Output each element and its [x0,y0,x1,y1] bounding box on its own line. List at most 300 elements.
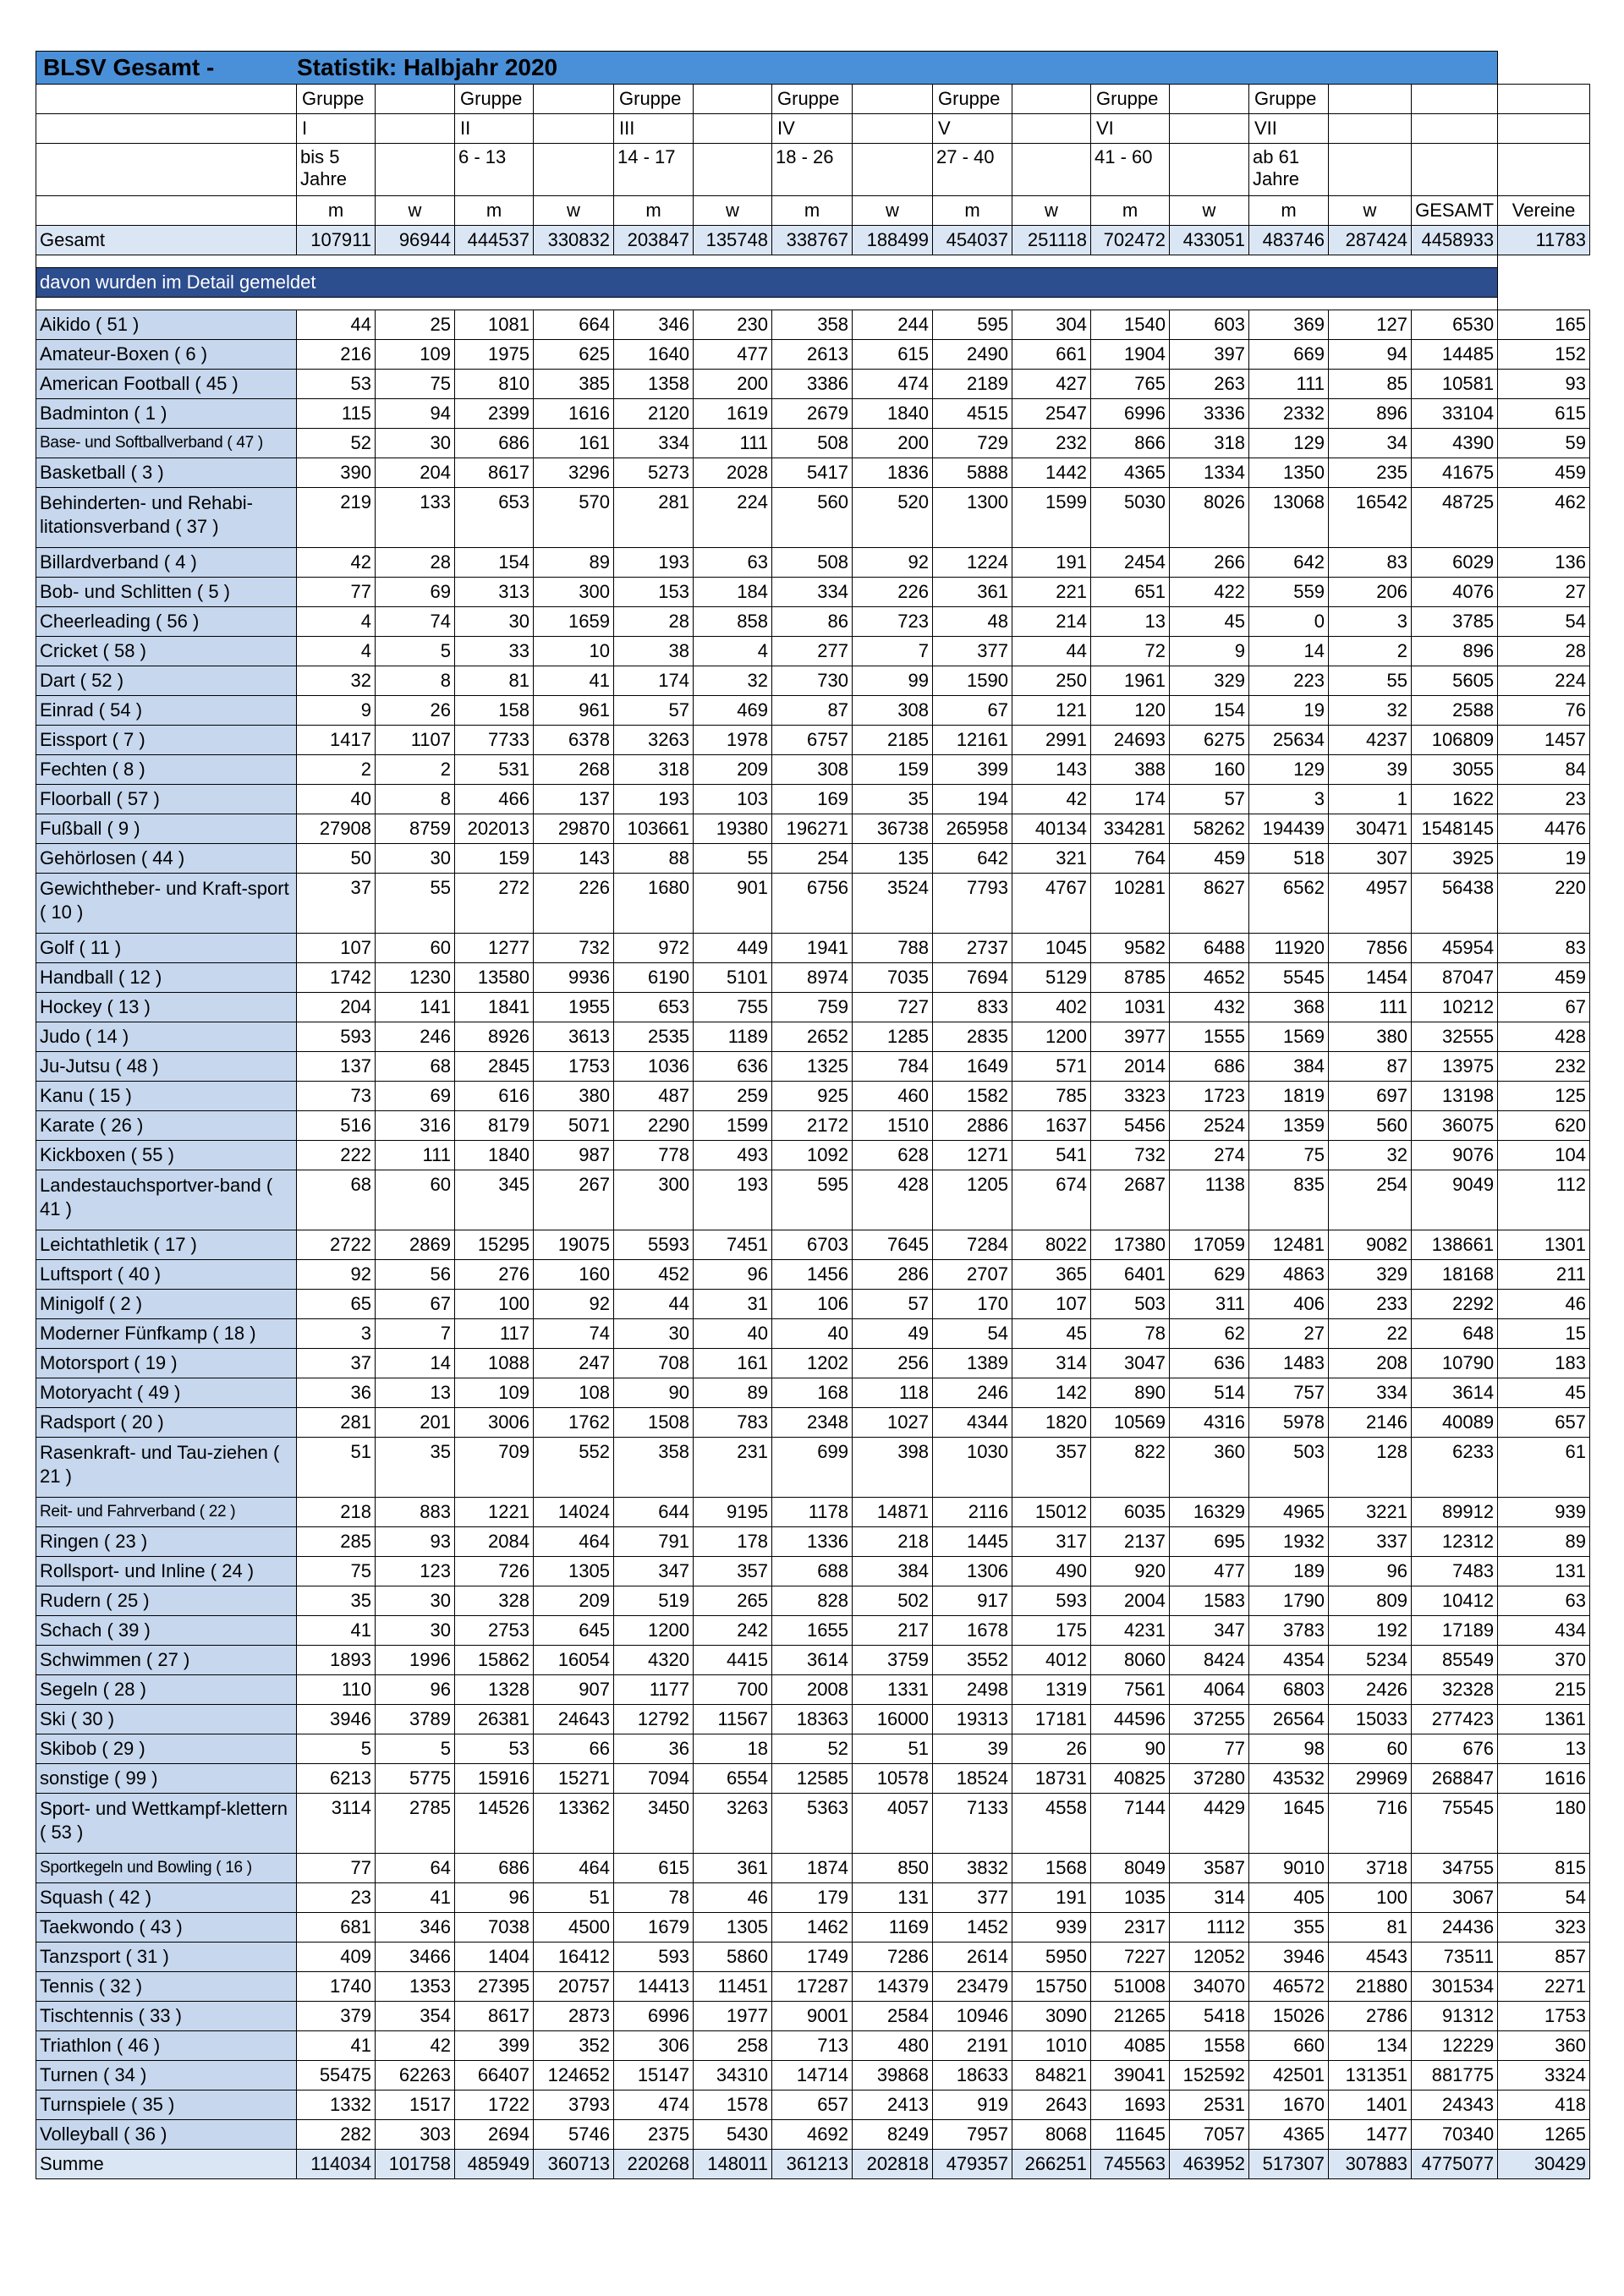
table-cell: 55 [694,844,772,874]
table-cell: 64 [376,1854,455,1883]
table-cell: 919 [933,2091,1012,2120]
header-sex: m [1249,196,1329,226]
table-cell: 184 [694,578,772,607]
table-cell: 6213 [297,1764,376,1794]
table-cell: 508 [772,548,853,578]
table-cell: 214 [1012,607,1091,637]
header-sex: w [534,196,614,226]
table-cell: 41675 [1412,458,1498,488]
header-blank [36,114,297,144]
table-cell: 7483 [1412,1557,1498,1586]
table-cell: 169 [772,785,853,814]
table-cell: 1508 [614,1408,694,1438]
table-cell: 244 [853,310,933,340]
table-cell: 3925 [1412,844,1498,874]
table-cell: 502 [853,1586,933,1616]
table-cell: 56438 [1412,874,1498,934]
table-cell: 96 [1329,1557,1412,1586]
table-cell: 2869 [376,1230,455,1260]
table-row [36,370,1590,399]
table-cell: 2 [376,755,455,785]
table-cell: 828 [772,1586,853,1616]
table-cell: 179 [772,1883,853,1913]
table-cell: 5030 [1091,488,1170,548]
table-cell: 452 [614,1260,694,1290]
table-cell: 193 [614,548,694,578]
table-cell: 1649 [933,1052,1012,1082]
table-cell: 68 [376,1052,455,1082]
table-cell: 215 [1498,1675,1590,1705]
table-cell: 3793 [534,2091,614,2120]
table-cell: 4 [694,637,772,666]
table-cell: 809 [1329,1586,1412,1616]
table-cell: 1224 [933,548,1012,578]
table-cell: 281 [297,1408,376,1438]
gesamt-value: 433051 [1170,226,1249,255]
table-cell: 14024 [534,1498,614,1527]
table-cell: 1336 [772,1527,853,1557]
table-cell: 35 [376,1438,455,1498]
table-cell: 1483 [1249,1349,1329,1378]
table-cell: 1332 [297,2091,376,2120]
table-cell: 4085 [1091,2031,1170,2061]
table-cell: 466 [455,785,534,814]
table-cell: 4965 [1249,1498,1329,1527]
table-cell: 1200 [1012,1022,1091,1052]
header-blank [36,144,297,196]
table-cell: 115 [297,399,376,429]
table-cell: 7694 [933,963,1012,993]
table-cell: 329 [1170,666,1249,696]
table-cell: 3613 [534,1022,614,1052]
table-row [36,2031,1590,2061]
table-cell: 13362 [534,1794,614,1854]
header-blank [36,196,297,226]
table-cell: 3783 [1249,1616,1329,1646]
table-cell: 46 [1498,1290,1590,1319]
table-cell: 14485 [1412,340,1498,370]
table-cell: 9936 [534,963,614,993]
table-cell: 35 [853,785,933,814]
table-cell: 11451 [694,1972,772,2002]
table-cell: 223 [1249,666,1329,696]
table-cell: 285 [297,1527,376,1557]
table-cell: 276 [455,1260,534,1290]
table-cell: 503 [1091,1290,1170,1319]
table-cell: 1680 [614,874,694,934]
table-cell: 93 [376,1527,455,1557]
table-cell: 709 [455,1438,534,1498]
table-cell: 137 [534,785,614,814]
table-cell: 1285 [853,1022,933,1052]
summe-value: 479357 [933,2150,1012,2179]
table-cell: 14 [1249,637,1329,666]
table-cell: 1081 [455,310,534,340]
sport-name: Billardverband ( 4 ) [36,548,297,578]
table-cell: 56 [376,1260,455,1290]
table-cell: 232 [1012,429,1091,458]
spacer [36,255,1498,268]
summe-value: 360713 [534,2150,614,2179]
table-cell: 939 [1498,1498,1590,1527]
table-cell: 346 [376,1913,455,1943]
table-cell: 34310 [694,2061,772,2091]
table-cell: 13 [1498,1734,1590,1764]
table-cell: 1045 [1012,934,1091,963]
table-cell: 7856 [1329,934,1412,963]
sport-name: Judo ( 14 ) [36,1022,297,1052]
table-cell: 272 [455,874,534,934]
table-cell: 1205 [933,1170,1012,1230]
table-cell: 189 [1249,1557,1329,1586]
table-cell: 41 [297,2031,376,2061]
sport-name: Gewichtheber- und Kraft-sport ( 10 ) [36,874,297,934]
table-cell: 1445 [933,1527,1012,1557]
table-row [36,1230,1590,1260]
table-cell: 277 [772,637,853,666]
header-blank [1012,114,1091,144]
table-row [36,785,1590,814]
table-cell: 34 [1329,429,1412,458]
table-cell: 1510 [853,1111,933,1141]
table-cell: 313 [455,578,534,607]
header-group-label: Gruppe [614,85,694,114]
table-cell: 193 [614,785,694,814]
header-age-range: 18 - 26 [772,144,853,196]
sport-name: sonstige ( 99 ) [36,1764,297,1794]
table-cell: 4231 [1091,1616,1170,1646]
table-cell: 183 [1498,1349,1590,1378]
table-cell: 361 [694,1854,772,1883]
header-blank [1012,85,1091,114]
sport-name: Kanu ( 15 ) [36,1082,297,1111]
table-cell: 7035 [853,963,933,993]
table-cell: 2116 [933,1498,1012,1527]
table-cell: 686 [1170,1052,1249,1082]
summe-row [36,2150,1590,2179]
header-blank [376,144,455,196]
table-cell: 3263 [614,726,694,755]
table-cell: 137 [297,1052,376,1082]
table-cell: 19075 [534,1230,614,1260]
table-cell: 357 [1012,1438,1091,1498]
table-cell: 7733 [455,726,534,755]
table-cell: 1740 [297,1972,376,2002]
table-cell: 258 [694,2031,772,2061]
table-cell: 7284 [933,1230,1012,1260]
table-cell: 1107 [376,726,455,755]
table-cell: 1169 [853,1913,933,1943]
table-cell: 1036 [614,1052,694,1082]
table-cell: 2707 [933,1260,1012,1290]
table-cell: 462 [1498,488,1590,548]
table-cell: 26564 [1249,1705,1329,1734]
table-cell: 9076 [1412,1141,1498,1170]
table-cell: 4320 [614,1646,694,1675]
table-cell: 282 [297,2120,376,2150]
table-cell: 128 [1329,1438,1412,1498]
table-cell: 1353 [376,1972,455,2002]
table-cell: 10946 [933,2002,1012,2031]
header-blank [1498,144,1590,196]
header-blank [534,85,614,114]
table-cell: 2694 [455,2120,534,2150]
table-cell: 265958 [933,814,1012,844]
table-cell: 5888 [933,458,1012,488]
table-cell: 850 [853,1854,933,1883]
statistics-sheet [36,51,1590,2179]
table-cell: 3946 [1249,1943,1329,1972]
table-cell: 55 [1329,666,1412,696]
table-cell: 40134 [1012,814,1091,844]
table-cell: 67 [1498,993,1590,1022]
table-cell: 1350 [1249,458,1329,488]
table-cell: 329 [1329,1260,1412,1290]
sport-name: Motoryacht ( 49 ) [36,1378,297,1408]
table-cell: 51 [534,1883,614,1913]
gesamt-value: 96944 [376,226,455,255]
table-cell: 219 [297,488,376,548]
header-blank [1498,114,1590,144]
table-cell: 96 [376,1675,455,1705]
table-cell: 398 [853,1438,933,1498]
table-cell: 1678 [933,1616,1012,1646]
table-cell: 109 [455,1378,534,1408]
table-cell: 75545 [1412,1794,1498,1854]
table-cell: 4012 [1012,1646,1091,1675]
table-cell: 10212 [1412,993,1498,1022]
table-cell: 1590 [933,666,1012,696]
table-cell: 204 [376,458,455,488]
table-cell: 224 [694,488,772,548]
table-cell: 36075 [1412,1111,1498,1141]
table-cell: 1331 [853,1675,933,1705]
table-cell: 87 [1329,1052,1412,1082]
table-cell: 784 [853,1052,933,1082]
table-cell: 14526 [455,1794,534,1854]
table-cell: 15750 [1012,1972,1091,2002]
sport-name: Ju-Jutsu ( 48 ) [36,1052,297,1082]
table-cell: 334 [1329,1378,1412,1408]
table-cell: 7561 [1091,1675,1170,1705]
table-row [36,1646,1590,1675]
table-cell: 106 [772,1290,853,1319]
table-cell: 727 [853,993,933,1022]
table-cell: 1454 [1329,963,1412,993]
table-cell: 1189 [694,1022,772,1052]
table-cell: 1035 [1091,1883,1170,1913]
table-cell: 36738 [853,814,933,844]
header-group-number: IV [772,114,853,144]
table-cell: 1679 [614,1913,694,1943]
table-cell: 191 [1012,1883,1091,1913]
header-gesamt: GESAMT [1412,196,1498,226]
table-cell: 7286 [853,1943,933,1972]
table-cell: 180 [1498,1794,1590,1854]
table-cell: 1961 [1091,666,1170,696]
table-cell: 32 [694,666,772,696]
table-cell: 3614 [1412,1378,1498,1408]
table-cell: 4415 [694,1646,772,1675]
table-cell: 86 [772,607,853,637]
table-cell: 50 [297,844,376,874]
header-blank [1412,85,1498,114]
sport-name: Squash ( 42 ) [36,1883,297,1913]
sport-name: Landestauchsportver-band ( 41 ) [36,1170,297,1230]
table-cell: 896 [1329,399,1412,429]
table-cell: 1599 [1012,488,1091,548]
table-row [36,1438,1590,1498]
sport-name: Einrad ( 54 ) [36,696,297,726]
table-cell: 7133 [933,1794,1012,1854]
gesamt-value: 483746 [1249,226,1329,255]
table-cell: 200 [853,429,933,458]
table-cell: 858 [694,607,772,637]
table-cell: 6996 [1091,399,1170,429]
table-cell: 110 [297,1675,376,1705]
table-cell: 45 [1170,607,1249,637]
table-cell: 18 [694,1734,772,1764]
table-cell: 84821 [1012,2061,1091,2091]
table-cell: 15 [1498,1319,1590,1349]
table-cell: 18633 [933,2061,1012,2091]
table-cell: 1569 [1249,1022,1329,1052]
sport-name: Base- und Softballverband ( 47 ) [36,429,297,458]
table-cell: 265 [694,1586,772,1616]
table-cell: 143 [1012,755,1091,785]
table-cell: 111 [376,1141,455,1170]
table-cell: 2413 [853,2091,933,2120]
table-cell: 30 [376,1616,455,1646]
table-cell: 5775 [376,1764,455,1794]
table-cell: 20757 [534,1972,614,2002]
table-cell: 54 [1498,607,1590,637]
table-cell: 208 [1329,1349,1412,1378]
sport-name: Golf ( 11 ) [36,934,297,963]
table-cell: 3221 [1329,1498,1412,1527]
table-cell: 369 [1249,310,1329,340]
table-cell: 334 [772,578,853,607]
table-cell: 1417 [297,726,376,755]
table-cell: 118 [853,1378,933,1408]
table-cell: 25634 [1249,726,1329,755]
table-cell: 1659 [534,607,614,637]
table-cell: 168 [772,1378,853,1408]
table-cell: 2785 [376,1794,455,1854]
table-cell: 8179 [455,1111,534,1141]
header-blank [376,85,455,114]
table-cell: 368 [1249,993,1329,1022]
table-cell: 242 [694,1616,772,1646]
gesamt-value: 4458933 [1412,226,1498,255]
table-cell: 337 [1329,1527,1412,1557]
table-cell: 44 [1012,637,1091,666]
table-cell: 194 [933,785,1012,814]
table-cell: 9195 [694,1498,772,1527]
table-cell: 274 [1170,1141,1249,1170]
table-cell: 111 [1329,993,1412,1022]
table-cell: 1271 [933,1141,1012,1170]
table-cell: 33 [455,637,534,666]
table-cell: 53 [297,370,376,399]
table-cell: 30 [376,844,455,874]
table-cell: 657 [772,2091,853,2120]
table-cell: 17181 [1012,1705,1091,1734]
table-cell: 3 [1329,607,1412,637]
header-sex: m [614,196,694,226]
table-cell: 1305 [534,1557,614,1586]
table-cell: 334 [614,429,694,458]
header-sex: w [376,196,455,226]
header-blank [534,144,614,196]
table-cell: 131 [853,1883,933,1913]
table-cell: 778 [614,1141,694,1170]
table-cell: 233 [1329,1290,1412,1319]
table-cell: 1138 [1170,1170,1249,1230]
table-cell: 165 [1498,310,1590,340]
table-cell: 192 [1329,1616,1412,1646]
sport-name: Hockey ( 13 ) [36,993,297,1022]
table-cell: 44 [297,310,376,340]
table-cell: 24643 [534,1705,614,1734]
table-row [36,1408,1590,1438]
table-cell: 36 [297,1378,376,1408]
table-row [36,1764,1590,1794]
table-cell: 890 [1091,1378,1170,1408]
table-cell: 8026 [1170,488,1249,548]
table-cell: 8424 [1170,1646,1249,1675]
table-cell: 358 [772,310,853,340]
table-row [36,310,1590,340]
table-cell: 648 [1412,1319,1498,1349]
sport-name: Tennis ( 32 ) [36,1972,297,2002]
table-cell: 17189 [1412,1616,1498,1646]
table-cell: 57 [853,1290,933,1319]
table-cell: 402 [1012,993,1091,1022]
table-cell: 3718 [1329,1854,1412,1883]
table-cell: 8 [376,666,455,696]
table-cell: 866 [1091,429,1170,458]
table-cell: 314 [1170,1883,1249,1913]
table-cell: 490 [1012,1557,1091,1586]
table-cell: 160 [1170,755,1249,785]
table-cell: 2191 [933,2031,1012,2061]
table-cell: 810 [455,370,534,399]
table-cell: 370 [1498,1646,1590,1675]
table-cell: 124652 [534,2061,614,2091]
table-cell: 3614 [772,1646,853,1675]
table-cell: 9082 [1329,1230,1412,1260]
table-cell: 7451 [694,1230,772,1260]
table-cell: 1841 [455,993,534,1022]
table-cell: 5417 [772,458,853,488]
table-cell: 503 [1249,1438,1329,1498]
sport-name: Radsport ( 20 ) [36,1408,297,1438]
table-cell: 304 [1012,310,1091,340]
table-cell: 334281 [1091,814,1170,844]
table-cell: 138661 [1412,1230,1498,1260]
table-cell: 896 [1412,637,1498,666]
table-row [36,874,1590,934]
table-cell: 2146 [1329,1408,1412,1438]
table-cell: 708 [614,1349,694,1378]
table-cell: 477 [694,340,772,370]
table-cell: 2348 [772,1408,853,1438]
table-cell: 41 [297,1616,376,1646]
table-cell: 94 [1329,340,1412,370]
table-cell: 674 [1012,1170,1091,1230]
table-cell: 1404 [455,1943,534,1972]
